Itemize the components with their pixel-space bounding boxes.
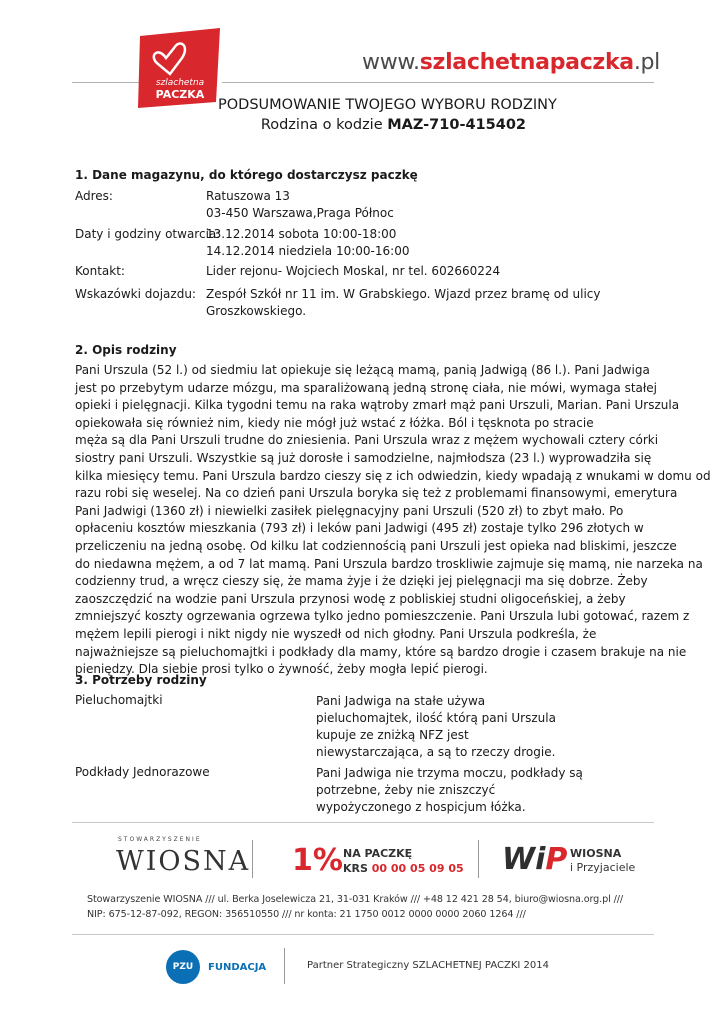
wip-logo-i: i bbox=[535, 842, 546, 877]
need-description bbox=[316, 693, 556, 761]
description-line: Pani Jadwigi (1360 zł) i niewielki zasiłek pielęgnacyjny pani Urszuli (520 zł) to zbyt mało. Po bbox=[75, 503, 624, 518]
krs-number: 00 00 05 09 05 bbox=[371, 862, 464, 875]
footer-divider bbox=[478, 840, 479, 878]
wip-name-line1: WIOSNA bbox=[570, 847, 622, 860]
description-line: Pani Urszula (52 l.) od siedmiu lat opiekuje się leżącą mamą, panią Jadwigą (86 l.). Pani Jadwiga bbox=[75, 363, 650, 377]
one-percent-label: NA PACZKĘ bbox=[343, 847, 413, 860]
description-line: najważniejsze są pieluchomajtki i podkłady dla mamy, które są bardzo drogie i czasem brakuje na nie bbox=[75, 644, 687, 659]
need-line: niewystarczająca, a są to rzeczy drogie. bbox=[316, 745, 556, 759]
description-line: codzienny trud, a wręcz cieszy się, że mama żyje i że dzięki jej pielęgnacji ma się dobrze. Żeby bbox=[75, 574, 648, 589]
pzu-fundacja-label: FUNDACJA bbox=[208, 962, 267, 973]
wip-logo-w: W bbox=[502, 842, 536, 877]
wip-name-line2: i Przyjaciele bbox=[570, 861, 636, 874]
need-line: pieluchomajtek, ilość którą pani Urszula bbox=[316, 711, 556, 725]
address-label: Adres: bbox=[75, 189, 113, 203]
description-line: opiekowała się również nim, kiedy nie mógł już wstać z łóżka. Ból i tęsknota po stracie bbox=[75, 415, 594, 430]
need-line: Pani Jadwiga na stałe używa bbox=[316, 694, 486, 708]
need-line: Pani Jadwiga nie trzyma moczu, podkłady są bbox=[316, 766, 583, 780]
description-line: kilka miesięcy temu. Pani Urszula bardzo cieszy się z ich odwiedzin, kiedy wpadają z wnukami w domu od bbox=[75, 468, 711, 483]
directions-line2: Groszkowskiego. bbox=[206, 303, 307, 318]
address-line1: Ratuszowa 13 bbox=[206, 189, 290, 203]
wip-logo bbox=[502, 842, 567, 877]
footer-rule-top bbox=[72, 822, 654, 823]
page-title: PODSUMOWANIE TWOJEGO WYBORU RODZINY bbox=[218, 97, 557, 113]
description-line: do niedawna mężem, a od 7 lat mamą. Pani Urszula bardzo troskliwie zajmuje się mamą, nie narzeka na bbox=[75, 556, 703, 571]
hours-line2: 14.12.2014 niedziela 10:00-16:00 bbox=[206, 243, 410, 258]
contact-label: Kontakt: bbox=[75, 264, 125, 278]
url-domain: szlachetnapaczka bbox=[419, 50, 634, 75]
pzu-logo: PZU bbox=[166, 950, 200, 984]
section1-heading: 1. Dane magazynu, do którego dostarczysz paczkę bbox=[75, 168, 418, 182]
need-line: kupuje ze zniżką NFZ jest bbox=[316, 728, 469, 742]
footer-divider bbox=[252, 840, 253, 878]
footer-rule-bottom bbox=[72, 934, 654, 935]
url-tld: .pl bbox=[633, 50, 660, 75]
footer-address-line1: Stowarzyszenie WIOSNA /// ul. Berka Joselewicza 21, 31-031 Kraków /// +48 12 421 28 54, biuro@wiosna.org.pl /// bbox=[87, 894, 624, 905]
krs-line bbox=[343, 862, 464, 875]
footer-divider bbox=[284, 948, 285, 984]
krs-label: KRS bbox=[343, 862, 368, 875]
description-line: zmniejszyć koszty ogrzewania ogrzewa tylko jedno pomieszczenie. Pani Urszula lubi gotować, razem z bbox=[75, 609, 690, 624]
contact-value: Lider rejonu- Wojciech Moskal, nr tel. 602660224 bbox=[206, 264, 501, 278]
logo-line2: PACZKA bbox=[155, 88, 205, 101]
family-description bbox=[75, 362, 711, 679]
logo-line1: szlachetna bbox=[155, 78, 205, 88]
need-line: wypożyczonego z hospicjum łóżka. bbox=[316, 800, 526, 814]
url-www: www. bbox=[362, 50, 420, 75]
directions-line1: Zespół Szkół nr 11 im. W Grabskiego. Wjazd przez bramę od ulicy bbox=[206, 287, 601, 301]
hours-line1: 13.12.2014 sobota 10:00-18:00 bbox=[206, 227, 397, 241]
family-code-line bbox=[261, 117, 526, 133]
one-percent-logo: 1% bbox=[292, 843, 343, 878]
wip-logo-p: P bbox=[545, 842, 568, 877]
section3-heading: 3. Potrzeby rodziny bbox=[75, 673, 207, 687]
wiosna-small-text: STOWARZYSZENIE bbox=[118, 836, 202, 843]
description-line: zaoszczędzić na wodzie pani Urszula przynosi wodę z pobliskiej studni oligoceńskiej, a żeby bbox=[75, 591, 626, 606]
family-code: MAZ-710-415402 bbox=[387, 117, 526, 133]
description-line: razu robi się weselej. Na co dzień pani Urszula boryka się też z problemami finansowymi, emerytura bbox=[75, 486, 678, 501]
website-url bbox=[362, 50, 660, 75]
section2-heading: 2. Opis rodziny bbox=[75, 343, 177, 357]
need-item: Podkłady Jednorazowe bbox=[75, 765, 210, 779]
need-item: Pieluchomajtki bbox=[75, 693, 163, 707]
directions-label: Wskazówki dojazdu: bbox=[75, 287, 196, 301]
hours-label: Daty i godziny otwarcia: bbox=[75, 227, 221, 241]
description-line: siostry pani Urszuli. Wszystkie są już dorosłe i samodzielne, najmłodsza (23 l.) wyprowadziła się bbox=[75, 450, 652, 465]
need-description bbox=[316, 765, 583, 816]
footer-address-line2: NIP: 675-12-87-092, REGON: 356510550 /// nr konta: 21 1750 0012 0000 0000 2060 1264 /// bbox=[87, 909, 526, 920]
wiosna-logo: WIOSNA bbox=[116, 846, 251, 877]
family-code-label: Rodzina o kodzie bbox=[260, 117, 383, 133]
strategic-partner-text: Partner Strategiczny SZLACHETNEJ PACZKI 2014 bbox=[307, 960, 549, 971]
szlachetna-paczka-logo bbox=[136, 28, 224, 110]
description-line: mężem lepili pierogi i nikt nigdy nie wyszedł od nich głodny. Pani Urszula podkreśla, że bbox=[75, 626, 597, 641]
description-line: jest po przebytym udarze mózgu, ma sparaliżowaną jedną stronę ciała, nie mówi, wymaga stałej bbox=[75, 380, 658, 395]
header-rule-left bbox=[72, 82, 142, 83]
description-line: opieki i pielęgnacji. Kilka tygodni temu na raka wątroby zmarł mąż pani Urszuli, Marian. Pani Urszula bbox=[75, 398, 680, 413]
address-line2: 03-450 Warszawa,Praga Północ bbox=[206, 205, 394, 220]
description-line: przeliczeniu na jedną osobę. Od kilku lat codziennością pani Urszuli jest opieka nad bliskimi, jeszcze bbox=[75, 538, 677, 553]
description-line: męża są dla Pani Urszuli trudne do zniesienia. Pani Urszula wraz z mężem wychowali cztery córki bbox=[75, 433, 659, 448]
need-line: potrzebne, żeby nie zniszczyć bbox=[316, 783, 496, 797]
description-line: opłaceniu kosztów mieszkania (793 zł) i leków pani Jadwigi (495 zł) zostaje tylko 296 złotych w bbox=[75, 521, 644, 536]
description-line: pieniędzy. Dla siebie prosi tylko o żywność, żeby mogła lepić pierogi. bbox=[75, 662, 488, 677]
header-rule-right bbox=[222, 82, 654, 83]
